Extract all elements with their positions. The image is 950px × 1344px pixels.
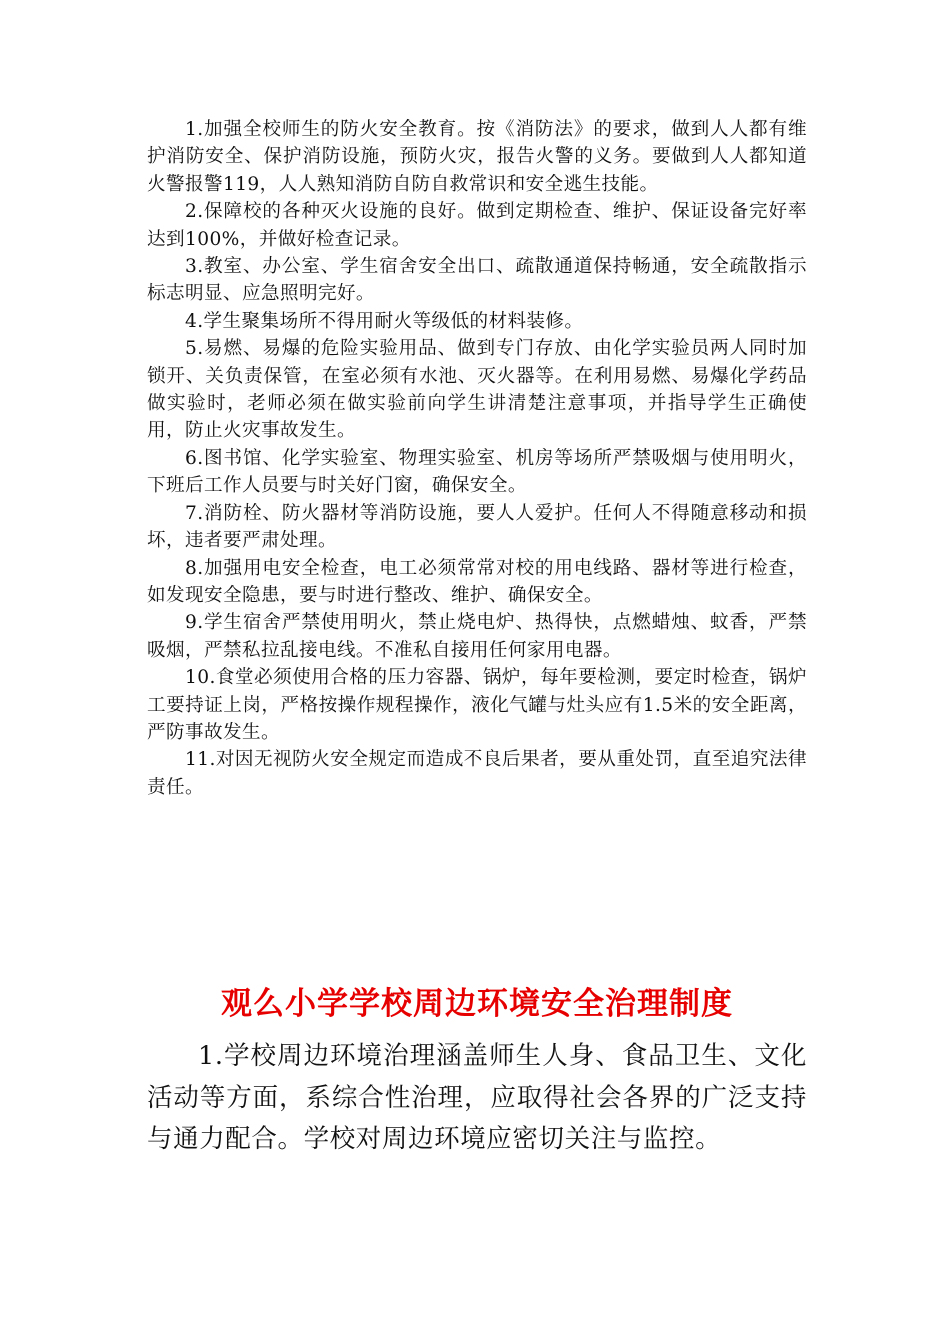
rule-item-4: 4.学生聚集场所不得用耐火等级低的材料装修。: [185, 310, 584, 332]
rule-item-5: 5.易燃、易爆的危险实验用品、做到专门存放、由化学实验员两人同时加锁开、关负责保管，在室必须有水池、灭火器等。在利用易燃、易爆化学药品做实验时，老师必须在做实验前向学生讲清楚注意事项，并指导学生正确使用，防止火灾事故发生。: [147, 338, 807, 442]
rule-item-10: 10.食堂必须使用合格的压力容器、锅炉，每年要检测，要定时检查，锅炉工要持证上岗，严格按操作规程操作，液化气罐与灶头应有1.5米的安全距离，严防事故发生。: [147, 667, 807, 743]
rule-item-3: 3.教室、办公室、学生宿舍安全出口、疏散通道保持畅通，安全疏散指示标志明显、应急照明完好。: [147, 256, 807, 305]
rule-item-2: 2.保障校的各种灭火设施的良好。做到定期检查、维护、保证设备完好率达到100%，并做好检查记录。: [147, 201, 807, 250]
environment-safety-section: [147, 978, 807, 1161]
rule-item-9: 9.学生宿舍严禁使用明火，禁止烧电炉、热得快，点燃蜡烛、蚊香，严禁吸烟，严禁私拉乱接电线。不准私自接用任何家用电器。: [147, 612, 807, 661]
rule-item-1: 1.加强全校师生的防火安全教育。按《消防法》的要求，做到人人都有维护消防安全、保护消防设施，预防火灾，报告火警的义务。要做到人人都知道火警报警119，人人熟知消防自防自救常识和安全逃生技能。: [147, 119, 807, 195]
rule-item-6: 6.图书馆、化学实验室、物理实验室、机房等场所严禁吸烟与使用明火，下班后工作人员要与时关好门窗，确保安全。: [147, 447, 807, 497]
rule-item-11: 11.对因无视防火安全规定而造成不良后果者，要从重处罚，直至追究法律责任。: [147, 749, 807, 798]
rule-item-7: 7.消防栓、防火器材等消防设施，要人人爱护。任何人不得随意移动和损坏，违者要严肃处理。: [147, 502, 807, 552]
section-paragraph: 1.学校周边环境治理涵盖师生人身、食品卫生、文化活动等方面，系综合性治理，应取得社会各界的广泛支持与通力配合。学校对周边环境应密切关注与监控。: [147, 1041, 807, 1154]
section-title: 观么小学学校周边环境安全治理制度: [221, 986, 733, 1022]
fire-safety-rules: [147, 116, 807, 801]
rule-item-8: 8.加强用电安全检查，电工必须常常对校的用电线路、器材等进行检查，如发现安全隐患，要与时进行整改、维护、确保安全。: [147, 557, 807, 606]
